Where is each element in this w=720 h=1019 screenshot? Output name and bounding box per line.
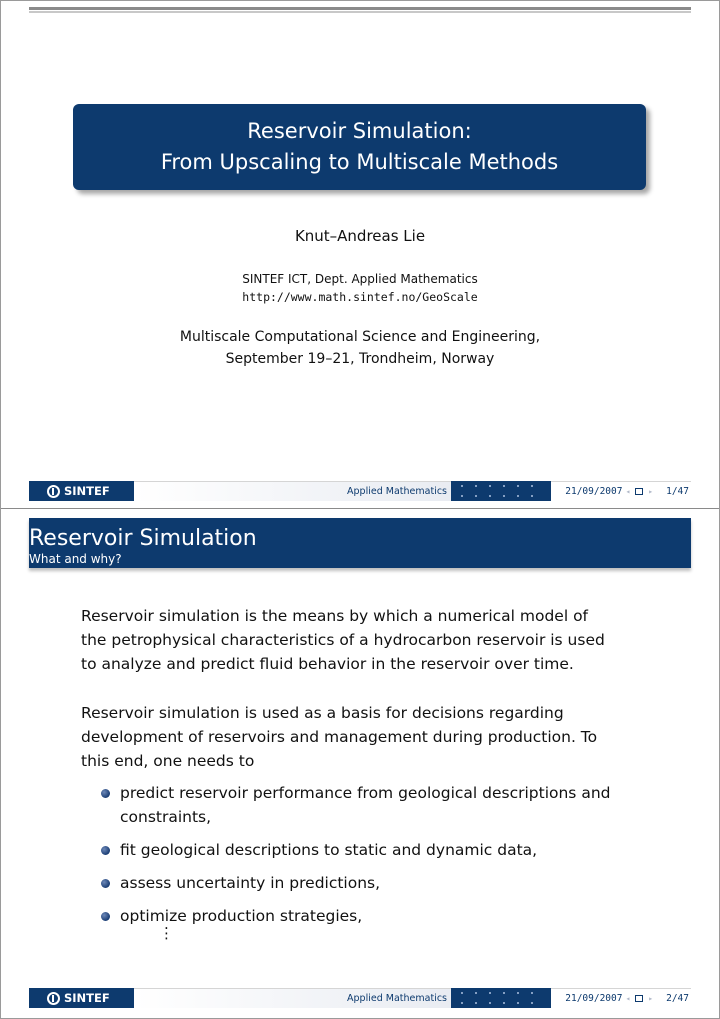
footer-department xyxy=(134,481,451,501)
footer-department xyxy=(134,988,451,1008)
bullet-line: predict reservoir performance from geological descriptions and xyxy=(120,784,611,802)
header-rule-shadow xyxy=(29,11,691,13)
list-item xyxy=(101,871,661,895)
footer-dot-pattern xyxy=(451,988,551,1008)
footer-nav xyxy=(551,481,691,501)
nav-frame-icon[interactable] xyxy=(635,995,643,1002)
conference-info xyxy=(1,326,719,370)
nav-next-icon[interactable]: ▸ xyxy=(648,994,654,1003)
continuation-dots: ⋮ xyxy=(159,924,174,942)
title-line-1: Reservoir Simulation: xyxy=(247,119,472,143)
sintef-logo-icon xyxy=(47,485,60,498)
conference-line-1: Multiscale Computational Science and Engineering, xyxy=(179,329,541,345)
bullet-line: assess uncertainty in predictions, xyxy=(120,874,381,892)
text-line: the petrophysical characteristics of a hydrocarbon reservoir is used xyxy=(81,631,605,649)
bullet-icon xyxy=(101,912,110,921)
website-url[interactable]: http://www.math.sintef.no/GeoScale xyxy=(242,290,478,304)
footer-nav xyxy=(551,988,691,1008)
list-item xyxy=(101,904,661,928)
logo-text: SINTEF xyxy=(64,484,110,498)
frame-title-bar xyxy=(29,518,691,568)
header-rule xyxy=(29,7,691,10)
bullet-icon xyxy=(101,789,110,798)
affiliation: SINTEF ICT, Dept. Applied Mathematics xyxy=(242,272,478,286)
title-line-2: From Upscaling to Multiscale Methods xyxy=(160,150,559,174)
slide-divider xyxy=(1,508,719,509)
content-slide xyxy=(1,510,719,1018)
nav-prev-icon[interactable]: ◂ xyxy=(625,487,631,496)
sintef-logo xyxy=(29,988,134,1008)
sintef-logo-icon xyxy=(47,992,60,1005)
list-item xyxy=(101,838,661,862)
page-number: 2/47 xyxy=(666,993,689,1004)
conference-line-2: September 19–21, Trondheim, Norway xyxy=(225,351,495,367)
bullet-icon xyxy=(101,846,110,855)
bullet-line: fit geological descriptions to static and dynamic data, xyxy=(120,841,538,859)
paragraph-2 xyxy=(81,701,671,773)
bullet-icon xyxy=(101,879,110,888)
text-line: this end, one needs to xyxy=(81,752,255,770)
bullet-line: constraints, xyxy=(120,808,212,826)
footer-date: 21/09/2007 xyxy=(565,486,623,497)
nav-prev-icon[interactable]: ◂ xyxy=(625,994,631,1003)
text-line: Reservoir simulation is the means by which a numerical model of xyxy=(81,607,589,625)
footer-date: 21/09/2007 xyxy=(565,993,623,1004)
footer xyxy=(29,481,691,501)
sintef-logo xyxy=(29,481,134,501)
nav-frame-icon[interactable] xyxy=(635,488,643,495)
footer-dot-pattern xyxy=(451,481,551,501)
frame-subtitle: What and why? xyxy=(29,552,122,566)
bullet-list xyxy=(101,781,661,942)
text-line: to analyze and predict fluid behavior in the reservoir over time. xyxy=(81,655,574,673)
department-label: Applied Mathematics xyxy=(347,993,447,1004)
bullet-line: optimize production strategies, xyxy=(120,907,363,925)
text-line: development of reservoirs and management during production. To xyxy=(81,728,598,746)
author-name: Knut–Andreas Lie xyxy=(294,227,426,245)
title-box xyxy=(73,104,646,190)
text-line: Reservoir simulation is used as a basis for decisions regarding xyxy=(81,704,564,722)
footer xyxy=(29,988,691,1008)
logo-text: SINTEF xyxy=(64,991,110,1005)
list-item xyxy=(101,781,661,829)
title-slide xyxy=(1,1,719,509)
page-number: 1/47 xyxy=(666,486,689,497)
nav-next-icon[interactable]: ▸ xyxy=(648,487,654,496)
department-label: Applied Mathematics xyxy=(347,486,447,497)
paragraph-1 xyxy=(81,604,671,676)
frame-title: Reservoir Simulation xyxy=(29,526,257,551)
